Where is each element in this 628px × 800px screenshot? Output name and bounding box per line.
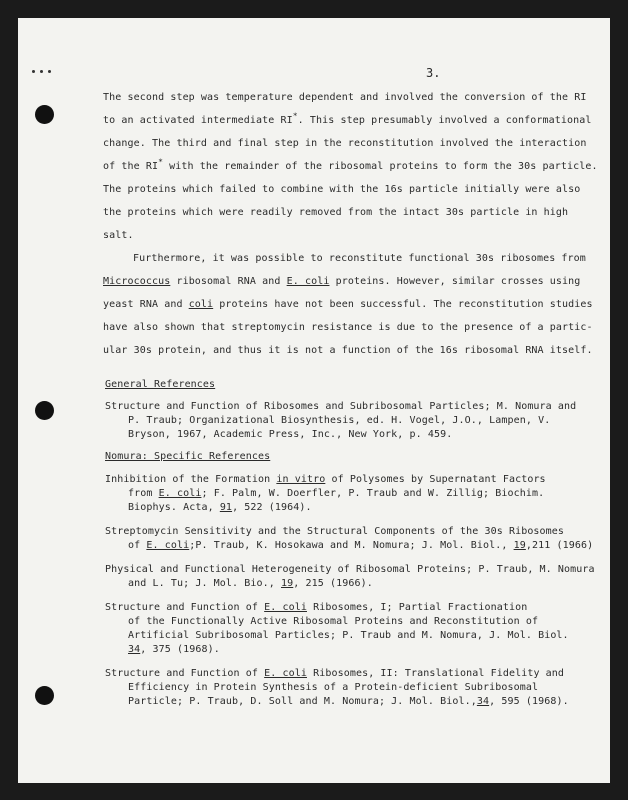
- para1-line: The second step was temperature dependent and involved the conversion of the RI: [103, 92, 587, 103]
- general-references-heading: General References: [105, 379, 216, 390]
- reference-line: 34, 375 (1968).: [128, 644, 220, 655]
- para2-line: ular 30s protein, and thus it is not a function of the 16s ribosomal RNA itself.: [103, 345, 593, 356]
- para2-line: Micrococcus ribosomal RNA and E. coli proteins. However, similar crosses using: [103, 276, 581, 287]
- general-reference-line: Structure and Function of Ribosomes and Subribosomal Particles; M. Nomura and: [105, 401, 577, 412]
- reference-line: Particle; P. Traub, D. Soll and M. Nomura; J. Mol. Biol.,34, 595 (1968).: [128, 696, 569, 707]
- para2-line: have also shown that streptomycin resistance is due to the presence of a partic-: [103, 322, 593, 333]
- general-reference-line: Bryson, 1967, Academic Press, Inc., New York, p. 459.: [128, 429, 453, 440]
- reference-line: Physical and Functional Heterogeneity of Ribosomal Proteins; P. Traub, M. Nomura: [105, 564, 595, 575]
- specific-references-heading: Nomura: Specific References: [105, 451, 271, 462]
- para1-line: The proteins which failed to combine with the 16s particle initially were also: [103, 184, 581, 195]
- para2-line: Furthermore, it was possible to reconstitute functional 30s ribosomes from: [133, 253, 586, 264]
- para2-line: yeast RNA and coli proteins have not been successful. The reconstitution studies: [103, 299, 593, 310]
- page-number: 3.: [426, 66, 441, 80]
- para1-line: to an activated intermediate RI*. This step presumably involved a conformational: [103, 111, 592, 126]
- reference-line: Efficiency in Protein Synthesis of a Protein-deficient Subribosomal: [128, 682, 539, 693]
- para1-line: salt.: [103, 230, 134, 241]
- reference-line: Artificial Subribosomal Particles; P. Traub and M. Nomura, J. Mol. Biol.: [128, 630, 569, 641]
- reference-line: Structure and Function of E. coli Ribosomes, I; Partial Fractionation: [105, 602, 528, 613]
- document-page: [18, 18, 610, 783]
- general-reference-line: P. Traub; Organizational Biosynthesis, ed. H. Vogel, J.O., Lampen, V.: [128, 415, 551, 426]
- reference-line: and L. Tu; J. Mol. Bio., 19, 215 (1966).: [128, 578, 373, 589]
- reference-line: of E. coli;P. Traub, K. Hosokawa and M. Nomura; J. Mol. Biol., 19,211 (1966): [128, 540, 594, 551]
- punch-hole: [35, 401, 54, 420]
- margin-mark: [32, 60, 58, 63]
- punch-hole: [35, 105, 54, 124]
- punch-hole: [35, 686, 54, 705]
- reference-line: Streptomycin Sensitivity and the Structural Components of the 30s Ribosomes: [105, 526, 565, 537]
- reference-line: Inhibition of the Formation in vitro of Polysomes by Supernatant Factors: [105, 474, 546, 485]
- reference-line: from E. coli; F. Palm, W. Doerfler, P. Traub and W. Zillig; Biochim.: [128, 488, 545, 499]
- para1-line: of the RI* with the remainder of the ribosomal proteins to form the 30s particle.: [103, 157, 598, 172]
- para1-line: change. The third and final step in the reconstitution involved the interaction: [103, 138, 587, 149]
- para1-line: the proteins which were readily removed from the intact 30s particle in high: [103, 207, 569, 218]
- reference-line: Structure and Function of E. coli Ribosomes, II: Translational Fidelity and: [105, 668, 565, 679]
- reference-line: of the Functionally Active Ribosomal Proteins and Reconstitution of: [128, 616, 539, 627]
- reference-line: Biophys. Acta, 91, 522 (1964).: [128, 502, 312, 513]
